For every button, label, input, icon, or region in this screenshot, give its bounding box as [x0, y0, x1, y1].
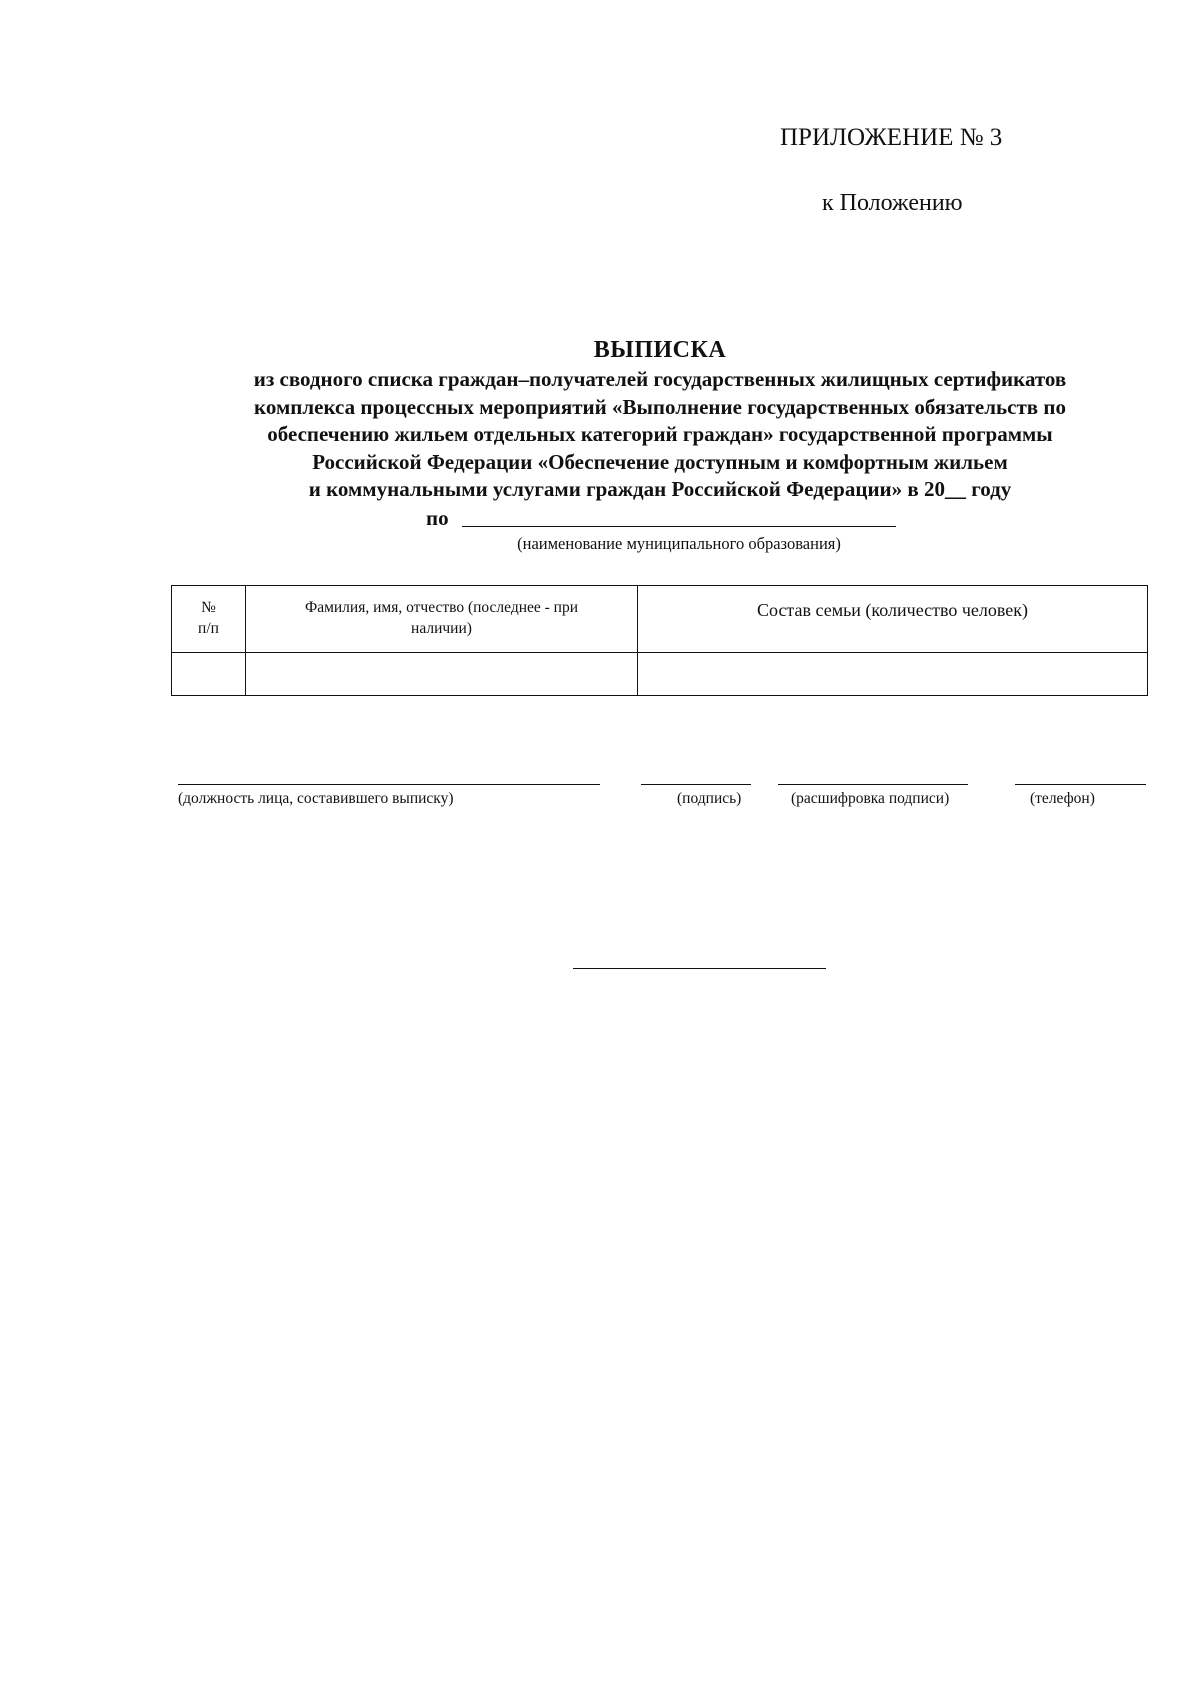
appendix-reference: к Положению [822, 190, 963, 216]
description-line: комплекса процессных мероприятий «Выполнение государственных обязательств по [254, 394, 1066, 419]
municipality-caption: (наименование муниципального образования) [517, 534, 841, 553]
description-line: Российской Федерации «Обеспечение доступным и комфортным жильем [312, 449, 1008, 474]
table-cell-family[interactable] [638, 653, 1148, 696]
signature-decoding-field-line[interactable] [778, 784, 968, 785]
table-cell-number[interactable] [172, 653, 246, 696]
document-description [170, 366, 1150, 504]
position-field-line[interactable] [178, 784, 600, 785]
document-title: ВЫПИСКА [593, 337, 727, 363]
phone-caption: (телефон) [1030, 790, 1095, 807]
municipality-field-line[interactable] [462, 526, 896, 527]
po-label: по [426, 506, 449, 530]
description-line: обеспечению жильем отдельных категорий граждан» государственной программы [267, 422, 1053, 446]
column-header-fio [246, 586, 638, 653]
column-header-number [172, 586, 246, 653]
table-header-row [172, 586, 1148, 653]
signature-decoding-caption: (расшифровка подписи) [791, 790, 950, 807]
appendix-number: ПРИЛОЖЕНИЕ № 3 [780, 124, 1003, 151]
column-header-family: Состав семьи (количество человек) [638, 586, 1148, 653]
closing-divider [573, 968, 826, 969]
table-cell-fio[interactable] [246, 653, 638, 696]
table-row [172, 653, 1148, 696]
column-header-number-abbr: п/п [198, 620, 219, 637]
column-header-number-symbol: № [201, 599, 216, 616]
phone-field-line[interactable] [1015, 784, 1146, 785]
recipients-table [171, 585, 1148, 696]
description-line: и коммунальными услугами граждан Российской Федерации» в 20__ году [308, 477, 1012, 501]
signature-caption: (подпись) [677, 790, 742, 807]
column-header-fio-text: Фамилия, имя, отчество (последнее - при наличии) [304, 599, 579, 637]
position-caption: (должность лица, составившего выписку) [178, 790, 454, 807]
signature-field-line[interactable] [641, 784, 751, 785]
description-line: из сводного списка граждан–получателей государственных жилищных сертификатов [253, 367, 1067, 391]
